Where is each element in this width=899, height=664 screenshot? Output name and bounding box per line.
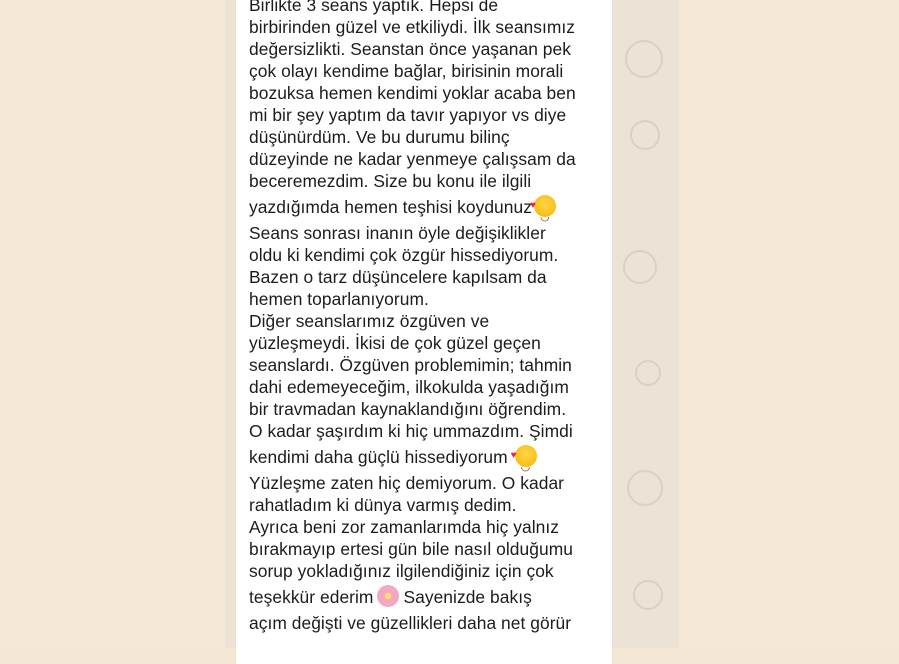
message-line: Bazen o tarz düşüncelere kapılsam da [249,267,547,287]
message-line: seanslardı. Özgüven problemimin; tahmin [249,355,572,375]
message-line: bir travmadan kaynaklandığını öğrendim. [249,399,567,419]
message-line: Ayrıca beni zor zamanlarımda hiç yalnız [249,517,559,537]
message-line-with-emoji [249,582,609,612]
message-line-text: Sayenizde bakış [403,587,532,607]
message-line-with-emoji [249,192,609,222]
message-line: düşünürdüm. Ve bu durumu bilinç [249,127,510,147]
message-line-text: kendimi daha güçlü hissediyorum [249,447,508,467]
cherry-blossom-icon [377,585,399,607]
message-line: Birlikte 3 seans yaptık. Hepsi de [249,0,499,15]
message-text [249,0,609,634]
message-line: yüzleşmeydi. İkisi de çok güzel geçen [249,333,541,353]
message-line-with-emoji [249,442,609,472]
left-background-panel [0,0,225,648]
wallpaper-doodle [627,470,663,506]
message-line: sorup yokladığınız ilgilendiğiniz için çok [249,561,554,581]
message-line: bırakmayıp ertesi gün bile nasıl olduğumu [249,539,573,559]
message-line: birbirinden güzel ve etkiliydi. İlk seansımız [249,17,576,37]
message-line: bozuksa hemen kendimi yoklar acaba ben [249,83,576,103]
wallpaper-doodle [625,40,663,78]
message-line: O kadar şaşırdım ki hiç ummazdım. Şimdi [249,421,573,441]
message-line: oldu ki kendimi çok özgür hissediyorum. [249,245,559,265]
smiling-face-with-hearts-icon [515,445,537,467]
message-line-text: yazdığımda hemen teşhisi koydunuz [249,197,532,217]
message-line: Seans sonrası inanın öyle değişiklikler [249,223,546,243]
message-line: çok olayı kendime bağlar, birisinin morali [249,61,564,81]
message-bubble[interactable] [236,0,612,664]
right-background-panel [679,0,899,648]
wallpaper-doodle [635,360,661,386]
message-line: Yüzleşme zaten hiç demiyorum. O kadar [249,473,565,493]
wallpaper-doodle [630,120,660,150]
message-line: mi bir şey yaptım da tavır yapıyor vs diye [249,105,567,125]
message-line: rahatladım ki dünya varmış dedim. [249,495,517,515]
message-line: açım değişti ve güzellikleri daha net görür [249,613,572,633]
message-line: beceremezdim. Size bu konu ile ilgili [249,171,532,191]
wallpaper-doodle [623,250,657,284]
message-line: Diğer seanslarımız özgüven ve [249,311,490,331]
message-line: dahi edemeyeceğim, ilkokulda yaşadığım [249,377,569,397]
message-line: hemen toparlanıyorum. [249,289,429,309]
smiling-face-with-hearts-icon [534,195,556,217]
wallpaper-doodle [633,580,663,610]
message-line: değersizlikti. Seanstan önce yaşanan pek [249,39,571,59]
message-line-text: teşekkür ederim [249,587,374,607]
message-line: düzeyinde ne kadar yenmeye çalışsam da [249,149,576,169]
